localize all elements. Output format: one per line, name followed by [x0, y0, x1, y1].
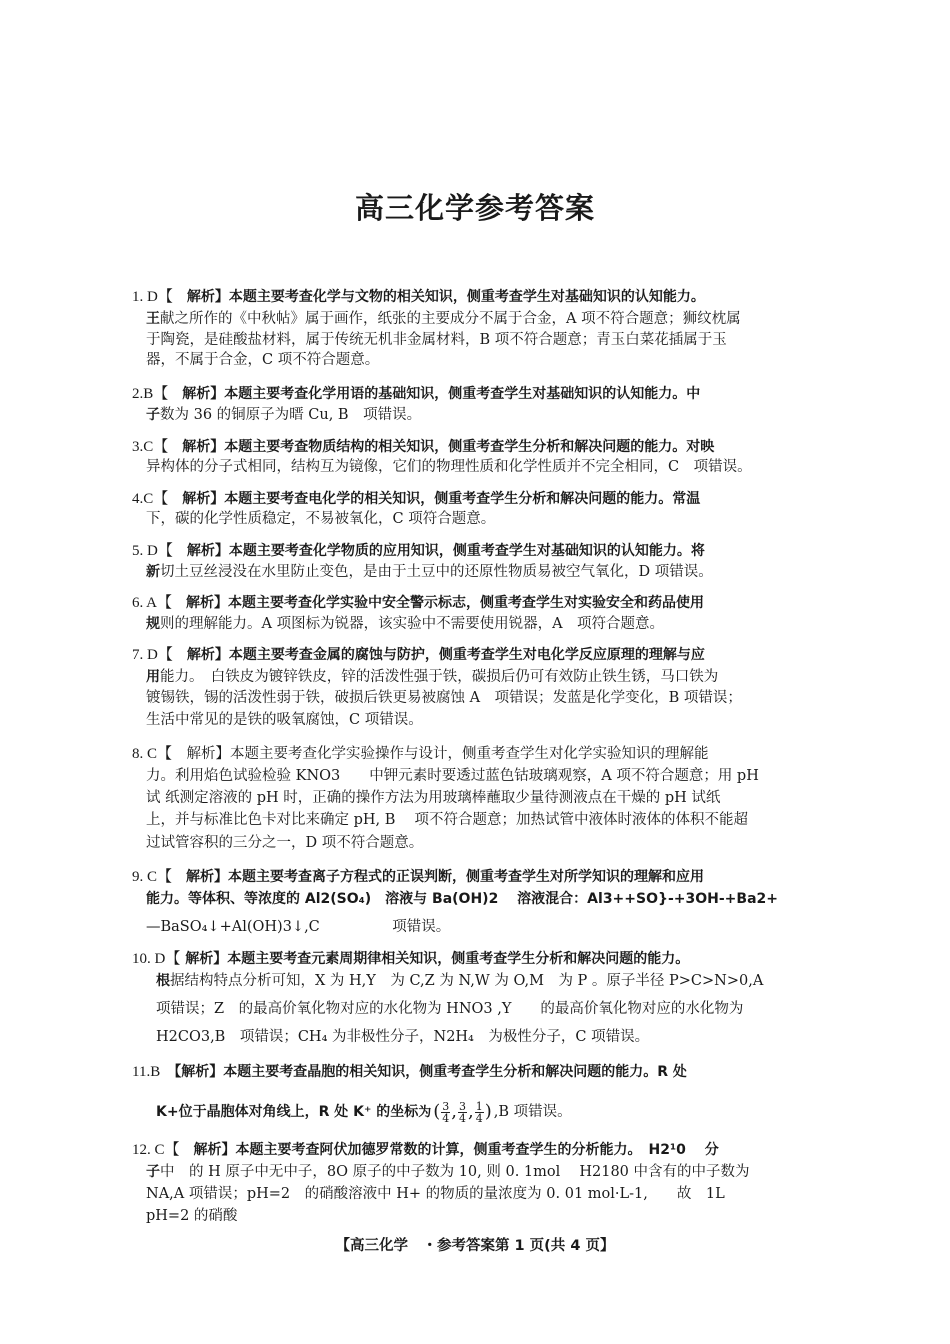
answer-line — [146, 614, 664, 634]
answer-line — [132, 645, 705, 665]
answer-text: NA,A 项错误；pH=2 的硝酸溶液中 H+ 的物质的量浓度为 0. 01 mol·L-1, 故 1L — [146, 1186, 725, 1202]
answer-bold-text: 解析】本题主要考查化学实验中安全警示标志，侧重考查学生对实验安全和药品使用 — [172, 595, 705, 611]
answer-number: 6. A【 — [132, 595, 173, 611]
denominator: 4 — [442, 1111, 450, 1125]
answer-line — [146, 833, 423, 853]
answer-line — [146, 810, 748, 830]
numerator: 3 — [459, 1099, 467, 1113]
answer-bold-text: 新 — [146, 564, 160, 580]
answer-line — [146, 688, 742, 708]
answer-text: 则的理解能力。A 项图标为锐器，该实验中不需要使用锐器，A 项符合题意。 — [160, 616, 665, 632]
answer-line — [146, 667, 718, 687]
answer-text: 数为 36 的铜原子为㬐 Cu, B 项错误。 — [160, 407, 422, 423]
answer-line — [146, 766, 759, 786]
answer-text: 中 的 H 原子中无中子，8O 原子的中子数为 10, 则 0. 1mol H2180 中含有的中子数为 — [160, 1164, 750, 1180]
answer-line — [132, 744, 709, 764]
answer-bold-text: 规 — [146, 616, 160, 632]
answer-line — [132, 541, 705, 561]
answer-text: 力。利用焰色试验检验 KNO3 中钾元素时要透过蓝色钴玻璃观察，A 项不符合题意；用 pH — [146, 768, 759, 784]
answer-line — [146, 917, 450, 937]
answer-text: 镀锡铁，锡的活泼性弱于铁，破损后铁更易被腐蚀 A 项错误；发蓝是化学变化，B 项错误； — [146, 690, 742, 706]
answer-line — [156, 1094, 572, 1131]
answer-line — [132, 949, 689, 969]
answer-bold-text: 子 — [146, 407, 160, 423]
answer-text: 异构体的分子式相同，结构互为镜像，它们的物理性质和化学性质并不完全相同，C 项错误。 — [146, 459, 752, 475]
answer-line — [146, 1206, 237, 1226]
answer-text: 能力。 白铁皮为镀锌铁皮，锌的活泼性强于铁，碳损后仍可有效防止铁生锈，马口铁为 — [160, 669, 719, 685]
answer-line — [146, 562, 713, 582]
answer-number: 7. D【 — [132, 647, 173, 663]
denominator: 4 — [475, 1111, 483, 1125]
answer-line — [132, 867, 704, 887]
answer-number: 2.B【 — [132, 386, 169, 402]
answer-bold-text: 子 — [146, 1164, 160, 1180]
denominator: 4 — [459, 1111, 467, 1125]
answer-text: H2CO3,B 项错误；CH₄ 为非极性分子，N2H₄ 为极性分子，C 项错误。 — [156, 1029, 650, 1045]
answer-line — [156, 1027, 649, 1047]
answer-text: 上，并与标准比色卡对比来确定 pH, B 项不符合题意；加热试管中液体时液体的体积不能超 — [146, 812, 749, 828]
answer-bold-text: 解析】本题主要考查化学与文物的相关知识，侧重考查学生对基础知识的认知能力。 — [172, 289, 705, 305]
fraction — [475, 1101, 484, 1124]
answer-number: 3.C【 — [132, 439, 169, 455]
fraction — [441, 1101, 450, 1124]
answer-line — [146, 309, 741, 329]
answer-line — [146, 509, 495, 529]
answer-line — [156, 971, 763, 991]
answer-number: 5. D【 — [132, 543, 173, 559]
answer-number: 4.C【 — [132, 491, 169, 507]
answer-bold-text: 【解析】本题主要考查晶胞的相关知识，侧重考查学生分析和解决问题的能力。R 处 — [160, 1064, 687, 1080]
answer-line — [132, 437, 714, 457]
answer-bold-text: 解析】本题主要考查金属的腐蚀与防护，侧重考查学生对电化学反应原理的理解与应 — [172, 647, 705, 663]
answer-bold-text: K+位于晶胞体对角线上，R 处 K⁺ 的坐标 — [156, 1104, 419, 1120]
answer-text: 下，碳的化学性质稳定，不易被氧化，C 项符合题意。 — [146, 511, 496, 527]
answer-line — [132, 287, 705, 307]
answer-bold-text: 解析】本题主要考查离子方程式的正误判断，侧重考查学生对所学知识的理解和应用 — [172, 869, 705, 885]
answer-bold-text: 解析】本题主要考查元素周期律相关知识，侧重考查学生分析和解决问题的能力。 — [180, 951, 690, 967]
answer-line — [146, 457, 752, 477]
answer-text: pH=2 的硝酸 — [146, 1208, 238, 1224]
answer-text: 于陶瓷，是硅酸盐材料，属于传统无机非金属材料，B 项不符合题意；青玉白菜花插属于玉 — [146, 332, 727, 348]
coord-suffix: ,B 项错误。 — [493, 1104, 572, 1120]
answer-line — [132, 384, 700, 404]
answer-text: 过试管容积的三分之一，D 项不符合题意。 — [146, 835, 424, 851]
fraction — [458, 1101, 467, 1124]
answer-number: 8. C【 — [132, 746, 173, 762]
answer-bold-text: 解析】本题主要考查物质结构的相关知识，侧重考查学生分析和解决问题的能力。对映 — [168, 439, 715, 455]
answer-number: 11.B — [132, 1064, 161, 1080]
answer-number: 10. D【 — [132, 951, 181, 967]
answer-line — [132, 1140, 719, 1160]
answer-line — [146, 350, 379, 370]
answer-text: 生活中常见的是铁的吸氧腐蚀，C 项错误。 — [146, 712, 423, 728]
answer-line — [132, 489, 700, 509]
answer-number: 9. C【 — [132, 869, 173, 885]
numerator: 3 — [442, 1099, 450, 1113]
answer-line — [146, 710, 423, 730]
page-title: 高三化学参考答案 — [354, 191, 595, 225]
answer-text: —BaSO₄↓+Al(OH)3↓,C 项错误。 — [146, 919, 451, 935]
answer-line — [146, 788, 720, 808]
answer-text: 器，不属于合金，C 项不符合题意。 — [146, 352, 380, 368]
answer-text: 解析】本题主要考查化学实验操作与设计，侧重考查学生对化学实验知识的理解能 — [172, 746, 709, 762]
page-footer: 【高三化学 ・参考答案第 1 页(共 4 页】 — [335, 1238, 615, 1254]
answer-text: 据结构特点分析可知，X 为 H,Y 为 C,Z 为 N,W 为 O,M 为 P 。原子半径 P>C>N>0,A — [170, 973, 764, 989]
answer-bold-text: 解析】本题主要考查化学用语的基础知识，侧重考查学生对基础知识的认知能力。中 — [168, 386, 701, 402]
answer-text: 献之所作的《中秋帖》属于画作，纸张的主要成分不属于合金，A 项不符合题意；狮纹枕属 — [160, 311, 741, 327]
answer-line — [156, 999, 743, 1019]
answer-text: 切土豆丝浸没在水里防止变色，是由于土豆中的还原性物质易被空气氧化，D 项错误。 — [160, 564, 713, 580]
answer-number: 12. C【 — [132, 1142, 180, 1158]
answer-bold-text: 王 — [146, 311, 160, 327]
answer-line — [146, 1184, 725, 1204]
coord-prefix: 为 — [418, 1105, 432, 1120]
answer-line — [146, 889, 778, 909]
answer-line — [132, 593, 704, 613]
answer-line — [146, 330, 727, 350]
answer-bold-text: 解析】本题主要考查化学物质的应用知识，侧重考查学生对基础知识的认知能力。将 — [172, 543, 705, 559]
answer-bold-text: 用 — [146, 669, 160, 685]
answer-line — [132, 1062, 687, 1082]
answer-text: 试 纸测定溶液的 pH 时，正确的操作方法为用玻璃棒蘸取少量待测液点在干燥的 pH 试纸 — [146, 790, 721, 806]
answer-bold-text: 解析】本题主要考查阿伏加德罗常数的计算，侧重考查学生的分析能力。 H2¹0 分 — [179, 1142, 719, 1158]
answer-bold-text: 能力。等体积、等浓度的 Al2(SO₄) 溶液与 Ba(OH)2 溶液混合：Al3++SO}-+3OH-+Ba2+ — [146, 891, 779, 907]
coordinate-fraction: ( $\frac{3}{4}$ , $\frac{3}{4}$ , $\frac{1}{4}$ ) — [433, 1099, 492, 1125]
answer-line — [146, 405, 421, 425]
answer-line — [146, 1162, 750, 1182]
numerator: 1 — [475, 1099, 483, 1113]
answer-bold-text: 解析】本题主要考查电化学的相关知识，侧重考查学生分析和解决问题的能力。常温 — [168, 491, 701, 507]
answer-number: 1. D【 — [132, 289, 173, 305]
answer-text: 项错误；Z 的最高价氧化物对应的水化物为 HNO3 ,Y 的最高价氧化物对应的水化物为 — [156, 1001, 744, 1017]
answer-bold-text: 根 — [156, 973, 170, 989]
